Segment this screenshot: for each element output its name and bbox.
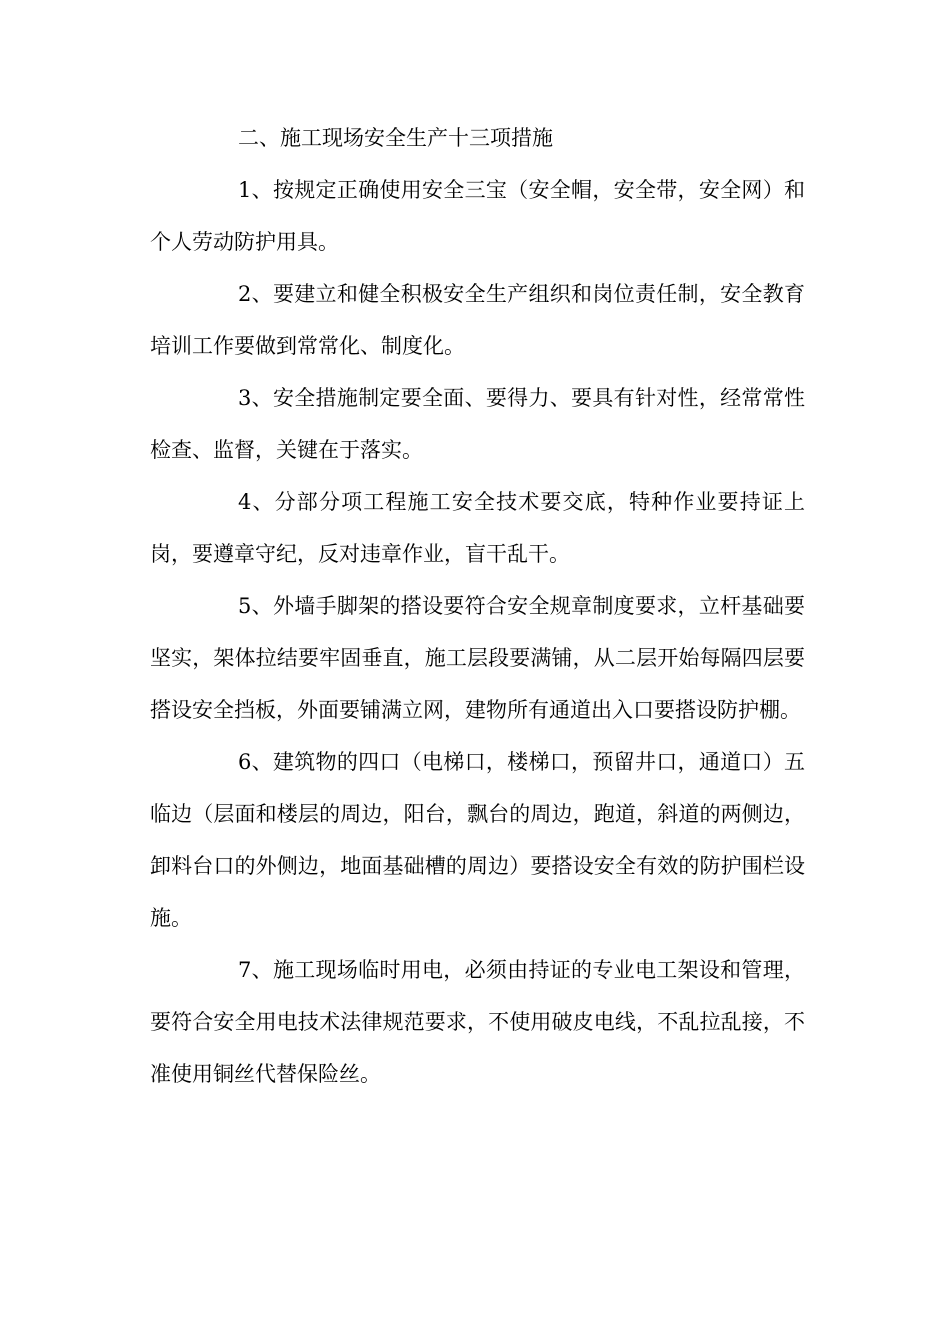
measure-item-3: 3、安全措施制定要全面、要得力、要具有针对性，经常常性检查、监督，关键在于落实。 bbox=[150, 386, 805, 462]
measure-item-6: 6、建筑物的四口（电梯口，楼梯口，预留井口，通道口）五临边（层面和楼层的周边，阳台，飘台的周边，跑道，斜道的两侧边，卸料台口的外侧边，地面基础槽的周边）要搭设安全有效的防护围栏设施。 bbox=[150, 750, 805, 930]
document-body bbox=[150, 112, 805, 1100]
measure-item-5: 5、外墙手脚架的搭设要符合安全规章制度要求，立杆基础要坚实，架体拉结要牢固垂直，施工层段要满铺，从二层开始每隔四层要搭设安全挡板，外面要铺满立网，建物所有通道出入口要搭设防护棚。 bbox=[150, 594, 805, 722]
measure-item-4: 4、分部分项工程施工安全技术要交底，特种作业要持证上岗，要遵章守纪，反对违章作业，盲干乱干。 bbox=[150, 490, 805, 566]
section-heading: 二、施工现场安全生产十三项措施 bbox=[238, 126, 553, 150]
measure-item-2: 2、要建立和健全积极安全生产组织和岗位责任制，安全教育培训工作要做到常常化、制度化。 bbox=[150, 282, 805, 358]
measure-item-7: 7、施工现场临时用电，必须由持证的专业电工架设和管理，要符合安全用电技术法律规范要求，不使用破皮电线，不乱拉乱接，不准使用铜丝代替保险丝。 bbox=[150, 958, 805, 1086]
measure-item-1: 1、按规定正确使用安全三宝（安全帽，安全带，安全网）和个人劳动防护用具。 bbox=[150, 178, 805, 254]
